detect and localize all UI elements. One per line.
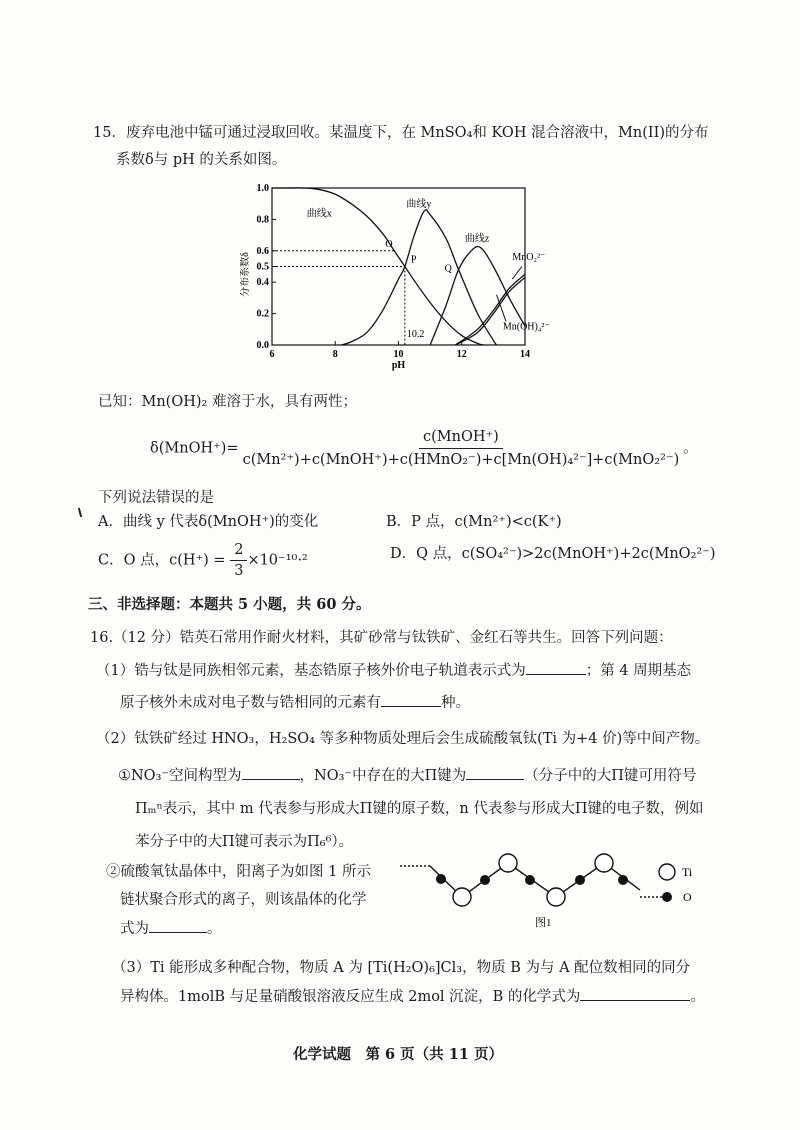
formula-fraction [239,428,684,469]
page-footer: 化学试题 第 6 页（共 11 页） [293,1046,503,1063]
q16-p2-2-line2: 链状聚合形式的离子，则该晶体的化学 [120,892,367,908]
x-axis-label: pH [391,360,406,371]
q16-p3-end: 。 [690,989,705,1005]
point-label: P [410,254,417,266]
figure-1-caption: 图1 [535,917,552,929]
answer-blank[interactable] [526,660,586,675]
q16-p1-text3: 原子核外未成对电子数与锆相同的元素有 [120,695,381,711]
series-label: MnO₂²⁻ [512,252,546,264]
y-tick-label: 0.4 [256,277,269,289]
y-tick-label: 1.0 [256,183,269,194]
q16-p2-2-line3 [120,918,222,939]
option-a: A．曲线 y 代表δ(MnOH⁺)的变化 [98,514,319,530]
q15-known: 已知：Mn(OH)₂ 难溶于水，具有两性； [98,394,357,410]
q16-p2-2-line1: ②硫酸氧钛晶体中，阳离子为如图 1 所示 [106,864,371,880]
x-tick-label: 14 [520,349,530,360]
option-c-fraction [230,542,247,579]
formula-lhs: δ(MnOH⁺)= [150,440,239,457]
q16-p2-1-line2: Πₘⁿ表示，其中 m 代表参与形成大Π键的原子数，n 代表参与形成大Π键的电子数，例如 [135,801,704,817]
option-b: B．P 点，c(Mn²⁺)<c(K⁺) [386,514,562,530]
x-tick-label: 12 [456,349,467,360]
q16-p1-line2 [120,692,470,713]
x-tick-label: 6 [269,349,275,360]
q16-p3-text: 异构体。1molB 与足量硝酸银溶液反应生成 2mol 沉淀，B 的化学式为 [120,989,581,1005]
section-3-heading: 三、非选择题：本题共 5 小题，共 60 分。 [88,596,371,613]
y-tick-label: 0.5 [256,261,269,273]
label-arrow [512,267,521,280]
q16-p2: （2）钛铁矿经过 HNO₃，H₂SO₄ 等多种物质处理后会生成硫酸氧钛(Ti 为+4 价)等中间产物。 [96,731,710,747]
formula-numerator: c(MnOH⁺) [419,428,503,449]
q16-p1-line1 [96,660,691,681]
x-tick-label: 8 [332,349,338,360]
formula-end: 。 [683,440,698,457]
q16-p2-1-line1 [118,765,696,786]
pen-mark [78,508,82,517]
q16-p2-1-line3: 苯分子中的大Π键可表示为Π₆⁶）。 [135,834,354,850]
distribution-chart [240,178,550,378]
answer-blank[interactable] [466,765,524,780]
y-axis-label: 分布系数δ [240,252,251,297]
answer-blank[interactable] [242,765,300,780]
q16-p1-text2: ；第 4 周期基态 [585,663,692,679]
point-label: O [385,238,393,250]
option-d: D．Q 点，c(SO₄²⁻)>2c(MnOH⁺)+2c(MnO₂²⁻) [390,546,716,562]
q16-p1-text: （1）锆与钛是同族相邻元素，基态锆原子核外价电子轨道表示式为 [96,663,526,679]
q15-prompt: 下列说法错误的是 [98,490,214,506]
option-c-suffix: ×10⁻¹⁰·² [247,552,308,569]
q16-p2-1-text: ①NO₃⁻空间构型为 [118,768,242,784]
answer-blank[interactable] [381,692,441,707]
y-tick-label: 0.0 [256,340,269,351]
y-tick-label: 0.2 [256,308,269,320]
q15-line1: 15．废弃电池中锰可通过浸取回收。某温度下，在 MnSO₄和 KOH 混合溶液中，Mn(II)的分布 [93,125,709,141]
y-tick-label: 0.6 [256,245,269,257]
legend-o-icon [662,892,672,902]
option-c [98,542,308,579]
series-label: 曲线z [464,233,490,245]
q15-line2: 系数δ与 pH 的关系如图。 [116,152,287,168]
option-c-prefix: C．O 点，c(H⁺) = [98,552,226,569]
q16-p2-2-end: 。 [207,921,222,937]
q16-p1-text4: 种。 [441,695,470,711]
legend-ti-icon [659,864,675,880]
y-tick-label: 0.8 [256,214,269,226]
curve-曲线y [342,210,497,345]
q16-intro: 16.（12 分）锆英石常用作耐火材料，其矿砂常与钛铁矿、金红石等共生。回答下列问题： [90,630,673,646]
figure-1-chain [395,850,715,935]
point-label: Q [444,263,452,275]
q16-p2-2-text: 式为 [120,921,149,937]
q16-p2-1-text2: ，NO₃⁻中存在的大Π键为 [299,768,467,784]
option-c-den: 3 [234,563,244,579]
answer-blank[interactable] [580,986,690,1001]
x-tick-label: 10 [393,349,404,360]
oxygen-atoms [436,874,628,885]
series-label: Mn(OH)₄²⁻ [502,321,550,333]
point-label: 10.2 [406,329,425,340]
formula [150,428,698,469]
series-label: 曲线x [306,208,332,220]
formula-denominator: c(Mn²⁺)+c(MnOH⁺)+c(HMnO₂⁻)+c[Mn(OH)₄²⁻]+c(MnO₂²⁻) [242,452,680,468]
q16-p3-line2 [120,986,705,1007]
answer-blank[interactable] [149,918,207,933]
q16-p3-line1: （3）Ti 能形成多种配合物，物质 A 为 [Ti(H₂O)₆]Cl₃，物质 B 为与 A 配位数相同的同分 [112,960,691,976]
q16-p2-1-text3: （分子中的大Π键可用符号 [524,768,697,784]
series-label: 曲线y [406,198,432,210]
legend-o: O [683,890,692,904]
option-c-num: 2 [230,542,247,561]
legend-ti: Ti [682,865,693,879]
